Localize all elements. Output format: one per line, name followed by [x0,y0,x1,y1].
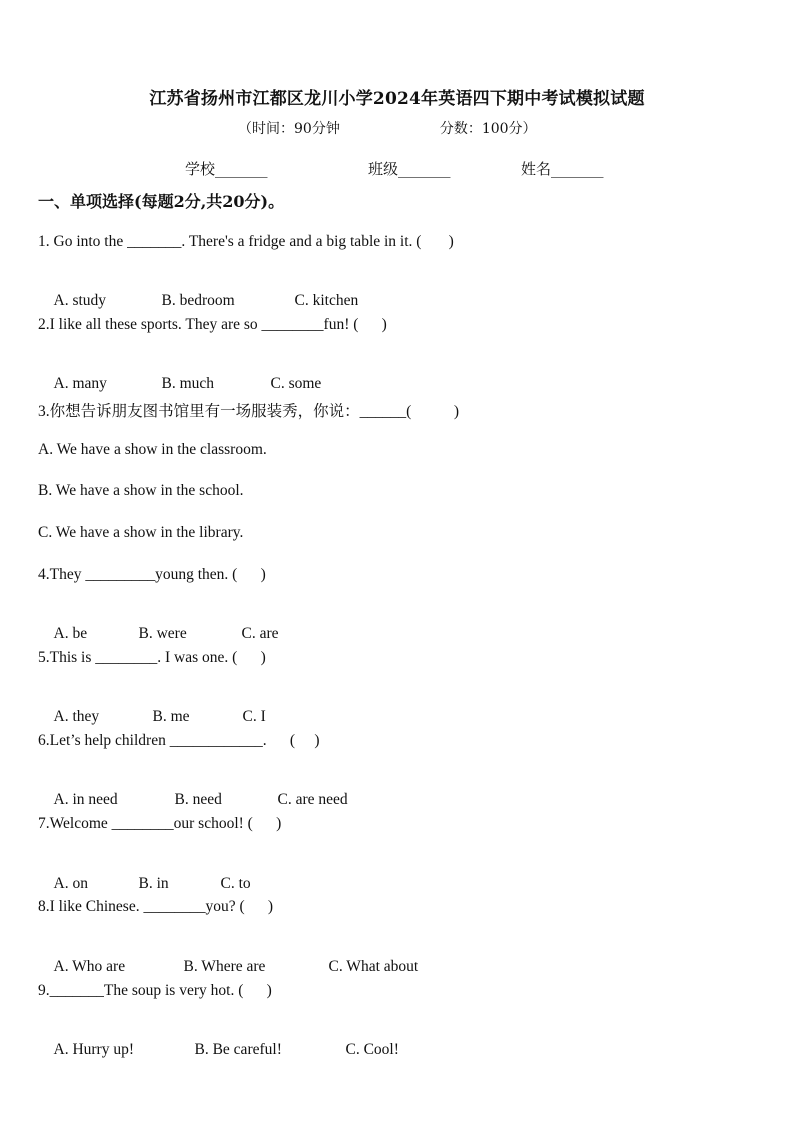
option-a: A. study [53,292,107,309]
option-c: C. are need [277,791,348,808]
page-title: 江苏省扬州市江都区龙川小学2024年英语四下期中考试模拟试题 [149,89,645,109]
option-a: A. they [53,708,100,725]
school-field: 学校_______ [185,160,268,178]
option-b: B. were [138,625,187,642]
option-b: B. Be careful! [194,1041,282,1058]
option-b: B. in [138,875,169,892]
option-b: B. need [174,791,222,808]
option-b: B. me [152,708,190,725]
question-stem: 4.They _________young then. ( ) [38,566,266,583]
name-field: 姓名_______ [521,160,604,178]
class-field: 班级_______ [368,160,451,178]
question-stem: 1. Go into the _______. There's a fridge and a big table in it. ( ) [38,233,454,250]
option-b: B. We have a show in the school. [38,482,244,499]
option-c: C. We have a show in the library. [38,524,244,541]
option-b: B. bedroom [161,292,235,309]
option-b: B. much [161,375,215,392]
question-stem: 2.I like all these sports. They are so ________fun! ( ) [38,316,387,333]
option-c: C. I [242,708,266,725]
option-a: A. be [53,625,88,642]
exam-time: （时间：90分钟 [238,121,340,137]
question-stem: 9._______The soup is very hot. ( ) [38,982,272,999]
exam-meta [238,118,537,138]
option-c: C. kitchen [294,292,359,309]
option-a: A. on [53,875,88,892]
question-stem: 7.Welcome ________our school! ( ) [38,815,282,832]
section-heading: 一、单项选择(每题2分,共20分)。 [38,192,285,211]
question-stem: 8.I like Chinese. ________you? ( ) [38,898,274,915]
option-c: C. are [241,625,279,642]
option-c: C. Cool! [345,1041,399,1058]
option-a: A. Hurry up! [53,1041,134,1058]
exam-score: 分数：100分） [439,121,537,137]
question-stem: 3.你想告诉朋友图书馆里有一场服装秀，你说：______( ) [38,403,460,420]
question-stem: 6.Let’s help children ____________. ( ) [38,732,320,749]
option-a: A. We have a show in the classroom. [38,441,267,458]
option-a: A. Who are [53,958,126,975]
question-stem: 5.This is ________. I was one. ( ) [38,649,266,666]
option-c: C. What about [328,958,419,975]
option-c: C. to [220,875,251,892]
option-a: A. in need [53,791,118,808]
question-options [38,1023,399,1077]
option-a: A. many [53,375,107,392]
option-c: C. some [270,375,322,392]
option-b: B. Where are [183,958,266,975]
